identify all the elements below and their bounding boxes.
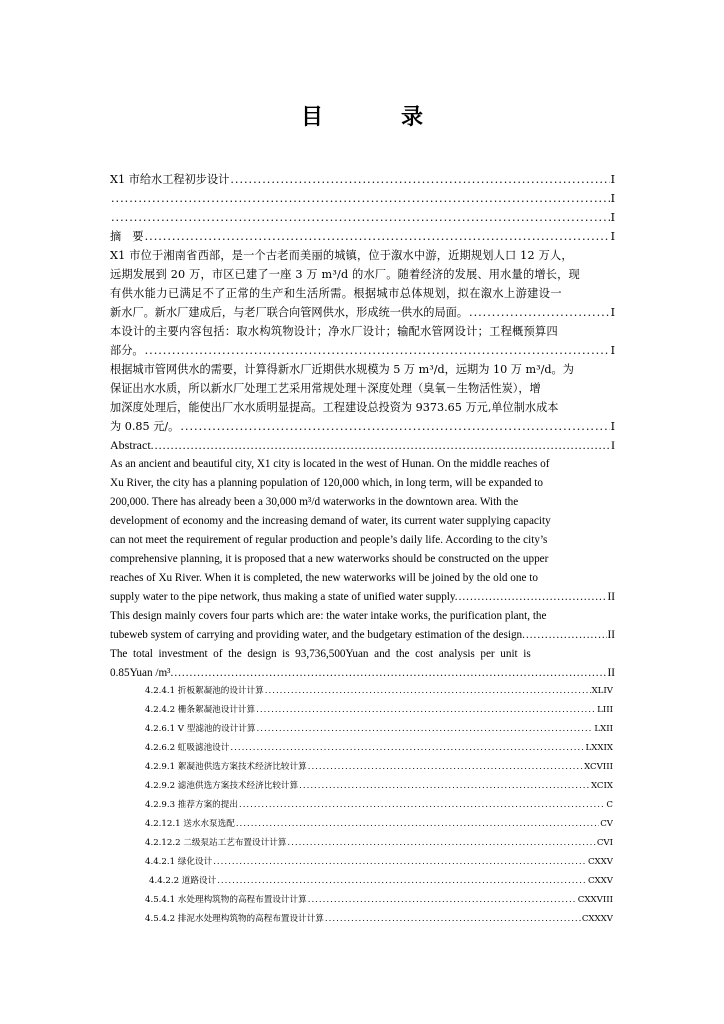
toc-entry-page: CXXV (587, 876, 613, 886)
paragraph-last-line (110, 341, 615, 360)
toc-entry-page: C (606, 800, 613, 810)
toc-entry-page: II (607, 591, 615, 603)
table-of-contents (110, 170, 615, 683)
toc-entry-text: 4.2.12.2 二级泵站工艺布置设计计算 (145, 838, 287, 848)
leader-dots (155, 436, 610, 455)
toc-entry-abstract[interactable] (110, 436, 615, 455)
toc-subentry[interactable] (145, 853, 613, 872)
paragraph-last-line (110, 417, 615, 436)
toc-entry-text: 摘 要 (110, 230, 144, 243)
paragraph-line: The total investment of the design is 93,736,500Yuan and the cost analysis per unit is (110, 648, 531, 660)
toc-entry-page: XCVIII (584, 762, 613, 772)
toc-subentries (145, 682, 613, 929)
leader-dots (111, 189, 610, 208)
toc-subentry[interactable] (145, 834, 613, 853)
toc-subentry[interactable] (145, 891, 613, 910)
toc-entry-text: 4.2.4.2 栅条絮凝池设计计算 (145, 705, 256, 715)
paragraph-line: 根据城市管网供水的需要，计算得新水厂近期供水规模为 5 万 m³/d，远期为 10 万 m³/d。为 (110, 363, 574, 376)
toc-paragraph-entry[interactable] (110, 455, 615, 607)
leader-dots (236, 815, 599, 834)
toc-entry-text: 4.2.9.2 滤池供选方案技术经济比较计算 (145, 781, 299, 791)
toc-subentry[interactable] (145, 701, 613, 720)
paragraph-line: 本设计的主要内容包括：取水构筑物设计；净水厂设计；输配水管网设计；工程概预算四 (110, 325, 559, 338)
leader-dots (287, 834, 595, 853)
toc-entry-text: 4.2.12.1 送水水泵选配 (145, 819, 235, 829)
toc-entry-page: II (607, 667, 615, 679)
paragraph-line: Xu River, the city has a planning population of 120,000 which, in long term, will be expanded to (110, 477, 543, 489)
toc-entry-page: I (610, 230, 615, 243)
toc-entry-text: 4.4.2.2 道路设计 (149, 876, 217, 886)
toc-entry-text: 4.2.6.2 虹吸滤池设计 (145, 743, 230, 753)
toc-entry-page: I (611, 438, 615, 452)
toc-entry-page: XLIV (591, 686, 613, 696)
paragraph-line: This design mainly covers four parts which are: the water intake works, the purification plant, the (110, 610, 547, 622)
toc-entry-text: 4.2.6.1 V 型滤池的设计计算 (145, 724, 256, 734)
paragraph-line: development of economy and the increasing demand of water, its current water supplying capacity (110, 515, 551, 527)
toc-entry-page: LIII (597, 705, 613, 715)
toc-entry-text: 4.5.4.1 水处理构筑物的高程布置设计计算 (145, 895, 307, 905)
paragraph-line: comprehensive planning, it is proposed that a new waterworks should be constructed on the upper (110, 553, 549, 565)
toc-entry-text: 部分。 (110, 344, 144, 357)
paragraph-last-line (110, 664, 615, 683)
toc-subentry[interactable] (145, 720, 613, 739)
toc-entry-text: 4.2.4.1 折板絮凝池的设计计算 (145, 686, 264, 696)
toc-paragraph-entry[interactable] (110, 360, 615, 436)
paragraph-line: can not meet the requirement of regular production and people’s daily life. According to the city’s (110, 534, 548, 546)
toc-entry-page: I (610, 306, 615, 319)
leader-dots (213, 853, 587, 872)
toc-entry-page: I (610, 192, 615, 205)
toc-entry-text: 4.5.4.2 排泥水处理构筑物的高程布置设计计算 (145, 914, 324, 924)
toc-entry-page: XCIX (590, 781, 613, 791)
leader-dots (174, 664, 606, 683)
toc-entry-page: CXXV (587, 857, 613, 867)
toc-subentry[interactable] (145, 777, 613, 796)
paragraph-last-line (110, 588, 615, 607)
toc-entry-text: Abstract. (110, 438, 154, 452)
leader-dots (299, 777, 590, 796)
paragraph-line: X1 市位于湘南省西部，是一个古老而美丽的城镇，位于溆水中游，近期规划人口 12 万人， (110, 249, 573, 262)
toc-entry-text: 0.85Yuan /m³. (110, 667, 174, 679)
toc-entry-page: LXXIX (585, 743, 613, 753)
toc-entry-page: I (610, 420, 615, 433)
toc-paragraph-entry[interactable] (110, 246, 615, 322)
toc-entry[interactable] (110, 189, 615, 208)
toc-subentry[interactable] (145, 872, 613, 891)
leader-dots (308, 891, 577, 910)
leader-dots (265, 682, 591, 701)
toc-subentry[interactable] (145, 739, 613, 758)
page-title: 目 录 (300, 104, 451, 130)
paragraph-line: 保证出水水质，所以新水厂处理工艺采用常规处理＋深度处理（臭氧－生物活性炭），增 (110, 382, 541, 395)
toc-entry-page: I (610, 211, 615, 224)
toc-paragraph-entry[interactable] (110, 607, 615, 645)
toc-entry-text: X1 市给水工程初步设计 (110, 173, 230, 186)
toc-entry-text: 为 0.85 元/。 (110, 420, 180, 433)
toc-entry-text: 4.4.2.1 绿化设计 (145, 857, 213, 867)
leader-dots (180, 417, 609, 436)
toc-entry-text: tubeweb system of carrying and providing water, and the budgetary estimation of the design. (110, 629, 525, 641)
paragraph-line: 加深度处理后，能使出厂水水质明显提高。工程建设总投资为 9373.65 万元,单位制水成本 (110, 401, 559, 414)
toc-subentry[interactable] (145, 796, 613, 815)
leader-dots (217, 872, 587, 891)
paragraph-line: 200,000. There has already been a 30,000 m³/d waterworks in the downtown area. With the (110, 496, 519, 508)
toc-subentry[interactable] (145, 910, 613, 929)
toc-paragraph-entry[interactable] (110, 322, 615, 360)
leader-dots (325, 910, 581, 929)
leader-dots (469, 303, 610, 322)
toc-entry-page: CXXXV (581, 914, 613, 924)
toc-entry-text: 4.2.9.1 絮凝池供选方案技术经济比较计算 (145, 762, 307, 772)
toc-entry-page: I (610, 344, 615, 357)
toc-entry[interactable] (110, 170, 615, 189)
leader-dots (230, 170, 609, 189)
toc-subentry[interactable] (145, 815, 613, 834)
leader-dots (459, 588, 607, 607)
toc-entry-page: I (610, 173, 615, 186)
toc-entry-page: CXXVIII (577, 895, 613, 905)
leader-dots (526, 626, 607, 645)
leader-dots (256, 701, 596, 720)
paragraph-line: reaches of Xu River. When it is completed, the new waterworks will be joined by the old one to (110, 572, 538, 584)
toc-entry-page: CV (600, 819, 613, 829)
paragraph-line: 远期发展到 20 万，市区已建了一座 3 万 m³/d 的水厂。随着经济的发展、用水量的增长，现 (110, 268, 580, 281)
leader-dots (145, 227, 610, 246)
leader-dots (308, 758, 583, 777)
leader-dots (230, 739, 584, 758)
toc-entry[interactable] (110, 227, 615, 246)
paragraph-last-line (110, 626, 615, 645)
toc-subentry[interactable] (145, 682, 613, 701)
toc-entry-page: CVI (596, 838, 613, 848)
leader-dots (111, 208, 610, 227)
toc-entry-page: LXII (594, 724, 613, 734)
toc-paragraph-entry[interactable] (110, 645, 615, 683)
leader-dots (257, 720, 594, 739)
paragraph-line: 有供水能力已满足不了正常的生产和生活所需。根据城市总体规划，拟在溆水上游建设一 (110, 287, 562, 300)
paragraph-line: As an ancient and beautiful city, X1 city is located in the west of Hunan. On the middle reaches of (110, 458, 550, 470)
toc-entry-text: 新水厂。新水厂建成后，与老厂联合向管网供水，形成统一供水的局面。 (110, 306, 469, 319)
toc-entry-page: II (607, 629, 615, 641)
leader-dots (145, 341, 610, 360)
toc-entry-text: 4.2.9.3 推荐方案的提出 (145, 800, 238, 810)
leader-dots (239, 796, 605, 815)
toc-entry-text: supply water to the pipe network, thus making a state of unified water supply. (110, 591, 458, 603)
paragraph-last-line (110, 303, 615, 322)
toc-entry[interactable] (110, 208, 615, 227)
toc-subentry[interactable] (145, 758, 613, 777)
